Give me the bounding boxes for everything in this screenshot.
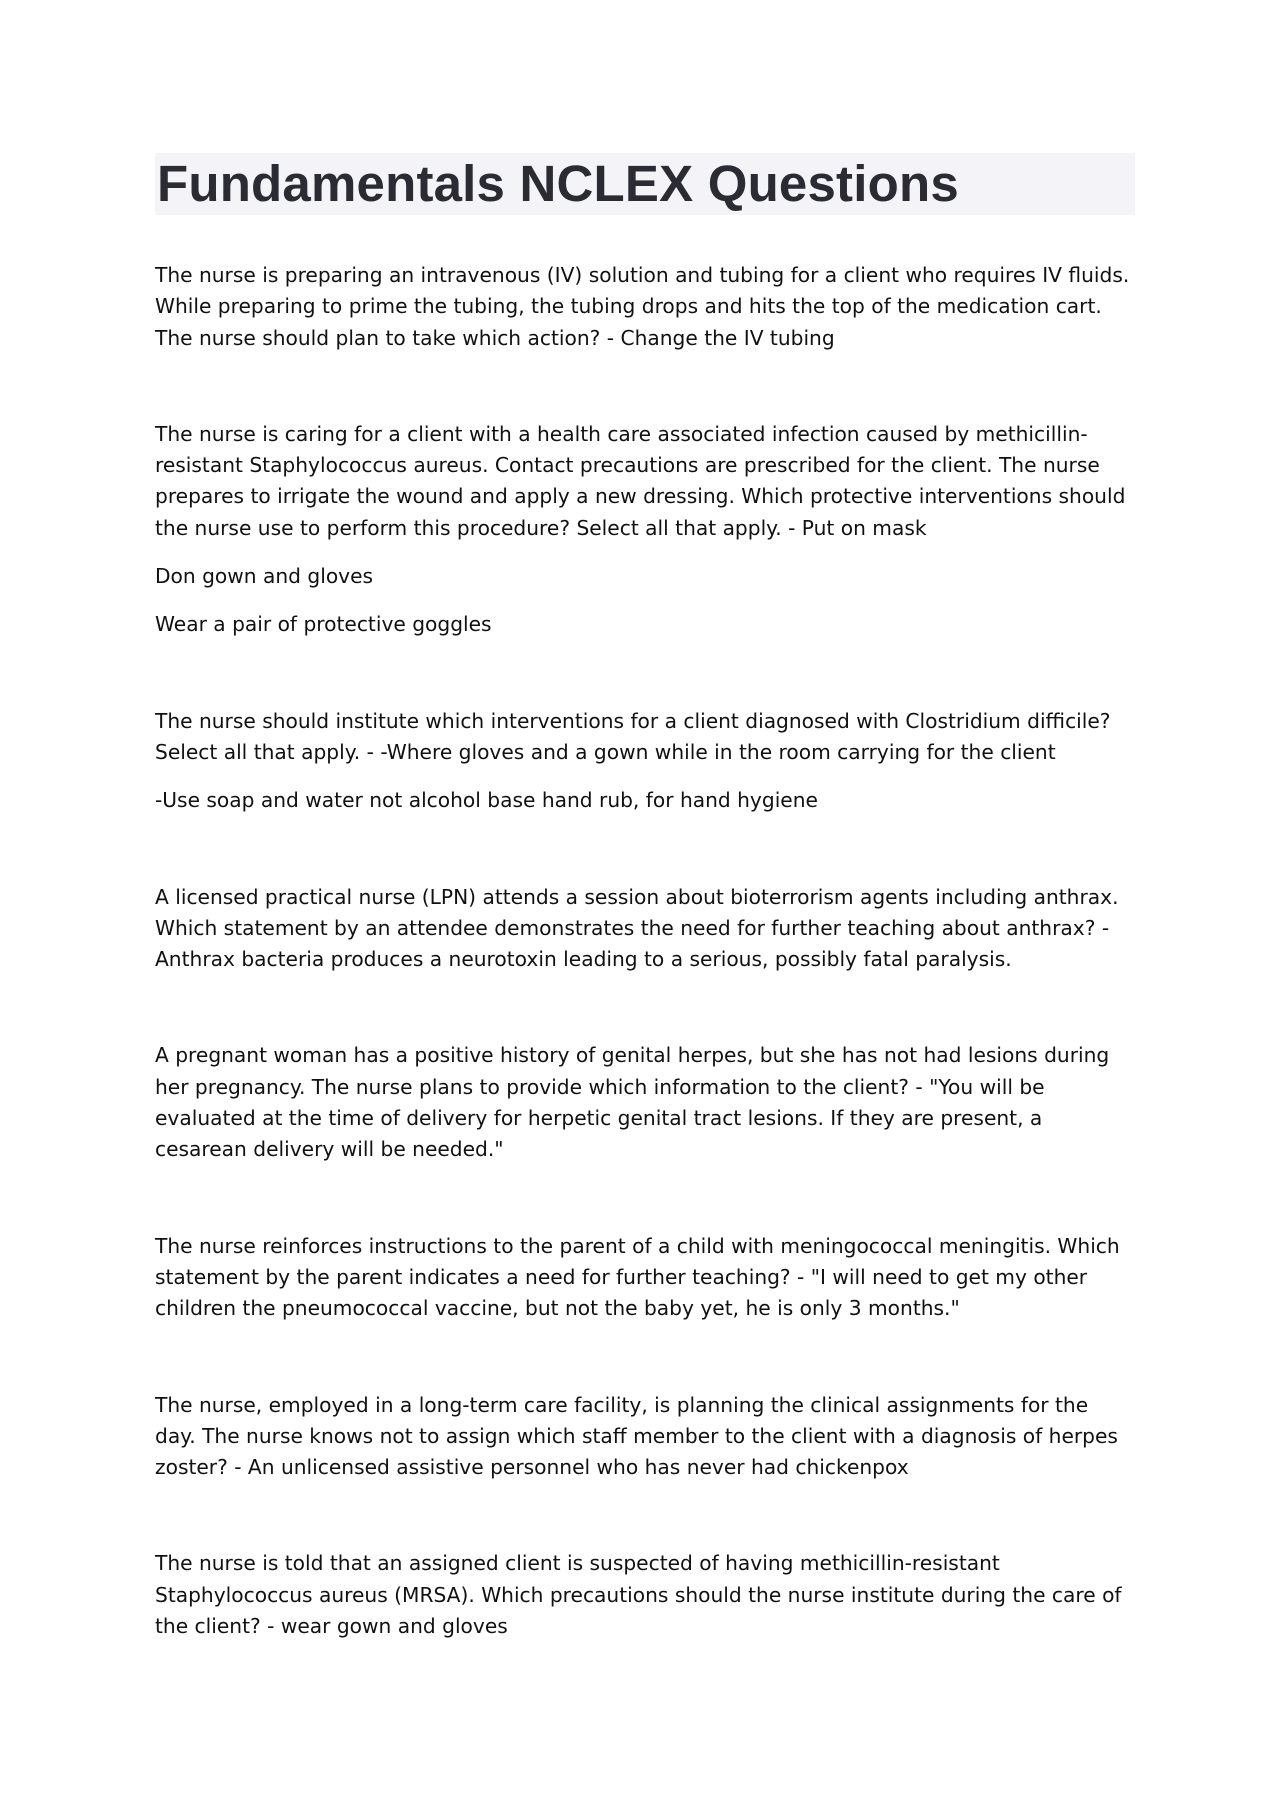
answer-text: Wear a pair of protective goggles	[155, 612, 492, 637]
question-block	[155, 419, 1135, 641]
question-block	[155, 706, 1135, 817]
question-block	[155, 882, 1135, 976]
question-list	[155, 260, 1135, 1642]
title-bar	[155, 153, 1135, 215]
answer-text: Don gown and gloves	[155, 564, 374, 589]
question-block	[155, 1390, 1135, 1484]
question-text: The nurse reinforces instructions to the parent of a child with meningococcal meningitis. Which statement by the parent indicates a need for further teaching? - "I will need to get my other children the pneumococcal vaccine, but not the baby yet, he is only 3 months."	[155, 1233, 1120, 1321]
question-block	[155, 1231, 1135, 1325]
question-text: A pregnant woman has a positive history of genital herpes, but she has not had lesions during her pregnancy. The nurse plans to provide which information to the client? - "You will be evaluated at the time of delivery for herpetic genital tract lesions. If they are present, a cesarean delivery will be needed."	[155, 1043, 1110, 1162]
page-title: Fundamentals NCLEX Questions	[157, 155, 959, 212]
question-text: A licensed practical nurse (LPN) attends a session about bioterrorism agents including anthrax. Which statement by an attendee demonstrates the need for further teaching about anthrax? - Anthrax bacteria produces a neurotoxin leading to a serious, possibly fatal paralysis.	[155, 884, 1119, 972]
question-text: The nurse, employed in a long-term care facility, is planning the clinical assignments for the day. The nurse knows not to assign which staff member to the client with a diagnosis of herpes zoster? - An unlicensed assistive personnel who has never had chickenpox	[155, 1392, 1118, 1480]
question-text: The nurse should institute which interventions for a client diagnosed with Clostridium difficile? Select all that apply. - -Where gloves and a gown while in the room carrying for the client	[155, 708, 1111, 764]
question-text: The nurse is caring for a client with a health care associated infection caused by methicillin-resistant Staphylococcus aureus. Contact precautions are prescribed for the client. The nurse prepares to irrigate the wound and apply a new dressing. Which protective interventions should the nurse use to perform this procedure? Select all that apply. - Put on mask	[155, 421, 1126, 540]
question-block	[155, 260, 1135, 354]
question-text: The nurse is preparing an intravenous (IV) solution and tubing for a client who requires IV fluids. While preparing to prime the tubing, the tubing drops and hits the top of the medication cart. The nurse should plan to take which action? - Change the IV tubing	[155, 263, 1130, 350]
answer-text: -Use soap and water not alcohol base hand rub, for hand hygiene	[155, 788, 818, 813]
question-block	[155, 1040, 1135, 1165]
question-block	[155, 1548, 1135, 1642]
question-text: The nurse is told that an assigned client is suspected of having methicillin-resistant Staphylococcus aureus (MRSA). Which precautions should the nurse institute during the care of the client? - wear gown and gloves	[155, 1551, 1122, 1639]
document-page	[155, 153, 1135, 1707]
